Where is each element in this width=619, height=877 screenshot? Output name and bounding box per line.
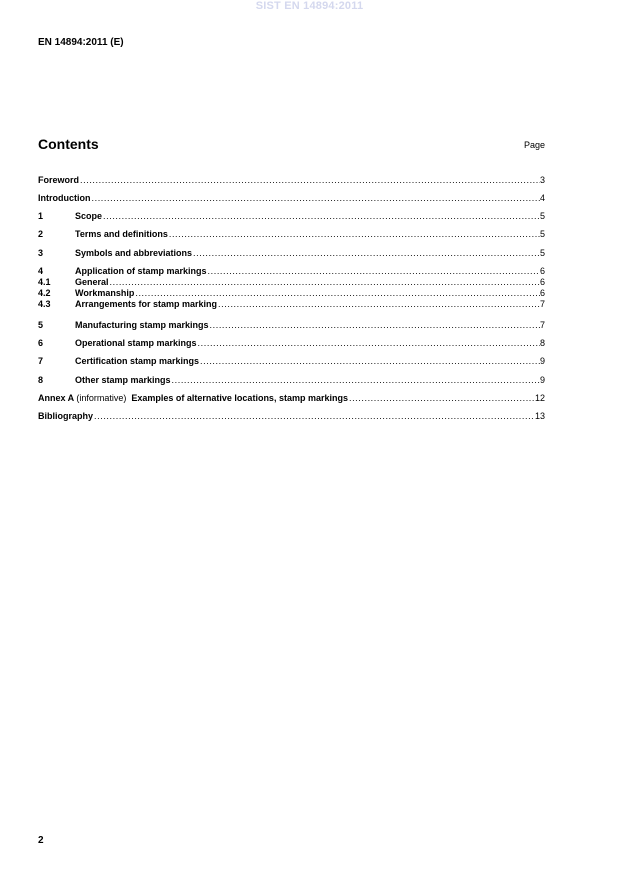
toc-entry-title: Manufacturing stamp markings — [75, 320, 209, 330]
toc-entry-title: Foreword — [38, 175, 80, 185]
toc-entry-foreword[interactable] — [38, 175, 545, 186]
toc-entry-workmanship[interactable] — [38, 288, 545, 299]
toc-entry-page: 3 — [539, 175, 545, 185]
toc-entry-annex-a[interactable] — [38, 393, 545, 404]
toc-entry-number: 8 — [38, 375, 44, 385]
annex-label: Annex A — [38, 393, 74, 403]
toc-entry-title: Workmanship — [75, 288, 135, 298]
toc-entry-arrangements[interactable] — [38, 299, 545, 310]
toc-leader-dots — [349, 393, 535, 404]
toc-entry-number: 4.1 — [38, 277, 51, 287]
toc-entry-page: 13 — [534, 411, 545, 421]
toc-leader-dots — [135, 288, 540, 299]
page-column-label: Page — [523, 140, 545, 150]
toc-leader-dots — [92, 193, 540, 204]
toc-entry-number: 5 — [38, 320, 44, 330]
toc-entry-page: 7 — [539, 320, 545, 330]
toc-entry-number: 6 — [38, 338, 44, 348]
toc-entry-number: 4.2 — [38, 288, 51, 298]
watermark: SIST EN 14894:2011 — [255, 0, 364, 12]
toc-entry-page: 12 — [534, 393, 545, 403]
annex-note: (informative) — [76, 393, 127, 403]
toc-entry-page: 5 — [539, 229, 545, 239]
toc-entry-title: Arrangements for stamp marking — [75, 299, 218, 309]
toc-entry-title — [38, 393, 348, 404]
toc-entry-title: Application of stamp markings — [75, 266, 207, 276]
toc-entry-page: 5 — [539, 211, 545, 221]
toc-entry-bibliography[interactable] — [38, 411, 545, 422]
toc-entry-page: 6 — [539, 288, 545, 298]
toc-entry-number: 7 — [38, 356, 44, 366]
toc-entry-number: 3 — [38, 248, 44, 258]
toc-entry-number: 4.3 — [38, 299, 51, 309]
toc-entry-symbols-abbreviations[interactable] — [38, 248, 545, 259]
toc-entry-number: 1 — [38, 211, 44, 221]
toc-entry-page: 7 — [539, 299, 545, 309]
toc-leader-dots — [193, 248, 540, 259]
toc-entry-page: 5 — [539, 248, 545, 258]
toc-entry-title: Terms and definitions — [75, 229, 168, 239]
toc-entry-title: Scope — [75, 211, 103, 221]
toc-entry-title: Introduction — [38, 193, 91, 203]
page-number: 2 — [38, 835, 44, 846]
toc-entry-title: Other stamp markings — [75, 375, 171, 385]
toc-entry-application[interactable] — [38, 266, 545, 277]
toc-entry-introduction[interactable] — [38, 193, 545, 204]
toc-entry-scope[interactable] — [38, 211, 545, 222]
toc-leader-dots — [94, 411, 535, 422]
toc-leader-dots — [208, 266, 540, 277]
toc-entry-number: 2 — [38, 229, 44, 239]
toc-entry-page: 9 — [539, 375, 545, 385]
toc-entry-title: Bibliography — [38, 411, 94, 421]
toc-entry-title: Symbols and abbreviations — [75, 248, 193, 258]
toc-entry-operational[interactable] — [38, 338, 545, 349]
toc-entry-title: Operational stamp markings — [75, 338, 197, 348]
toc-entry-general[interactable] — [38, 277, 545, 288]
toc-leader-dots — [169, 229, 540, 240]
toc-entry-page: 6 — [539, 277, 545, 287]
toc-entry-page: 4 — [539, 193, 545, 203]
contents-heading: Contents — [38, 136, 99, 152]
toc-leader-dots — [110, 277, 540, 288]
toc-leader-dots — [103, 211, 540, 222]
document-id: EN 14894:2011 (E) — [38, 37, 124, 48]
toc-leader-dots — [200, 356, 540, 367]
toc-entry-number: 4 — [38, 266, 44, 276]
toc-leader-dots — [172, 375, 540, 386]
toc-leader-dots — [210, 320, 540, 331]
toc-entry-page: 8 — [539, 338, 545, 348]
toc-leader-dots — [198, 338, 540, 349]
toc-entry-page: 9 — [539, 356, 545, 366]
toc-leader-dots — [80, 175, 540, 186]
toc-entry-page: 6 — [539, 266, 545, 276]
toc-entry-title: Certification stamp markings — [75, 356, 200, 366]
toc-leader-dots — [218, 299, 540, 310]
toc-entry-terms-definitions[interactable] — [38, 229, 545, 240]
toc-entry-other[interactable] — [38, 375, 545, 386]
toc-entry-certification[interactable] — [38, 356, 545, 367]
annex-title: Examples of alternative locations, stamp markings — [131, 393, 348, 403]
toc-entry-title: General — [75, 277, 109, 287]
toc-entry-manufacturing[interactable] — [38, 320, 545, 331]
